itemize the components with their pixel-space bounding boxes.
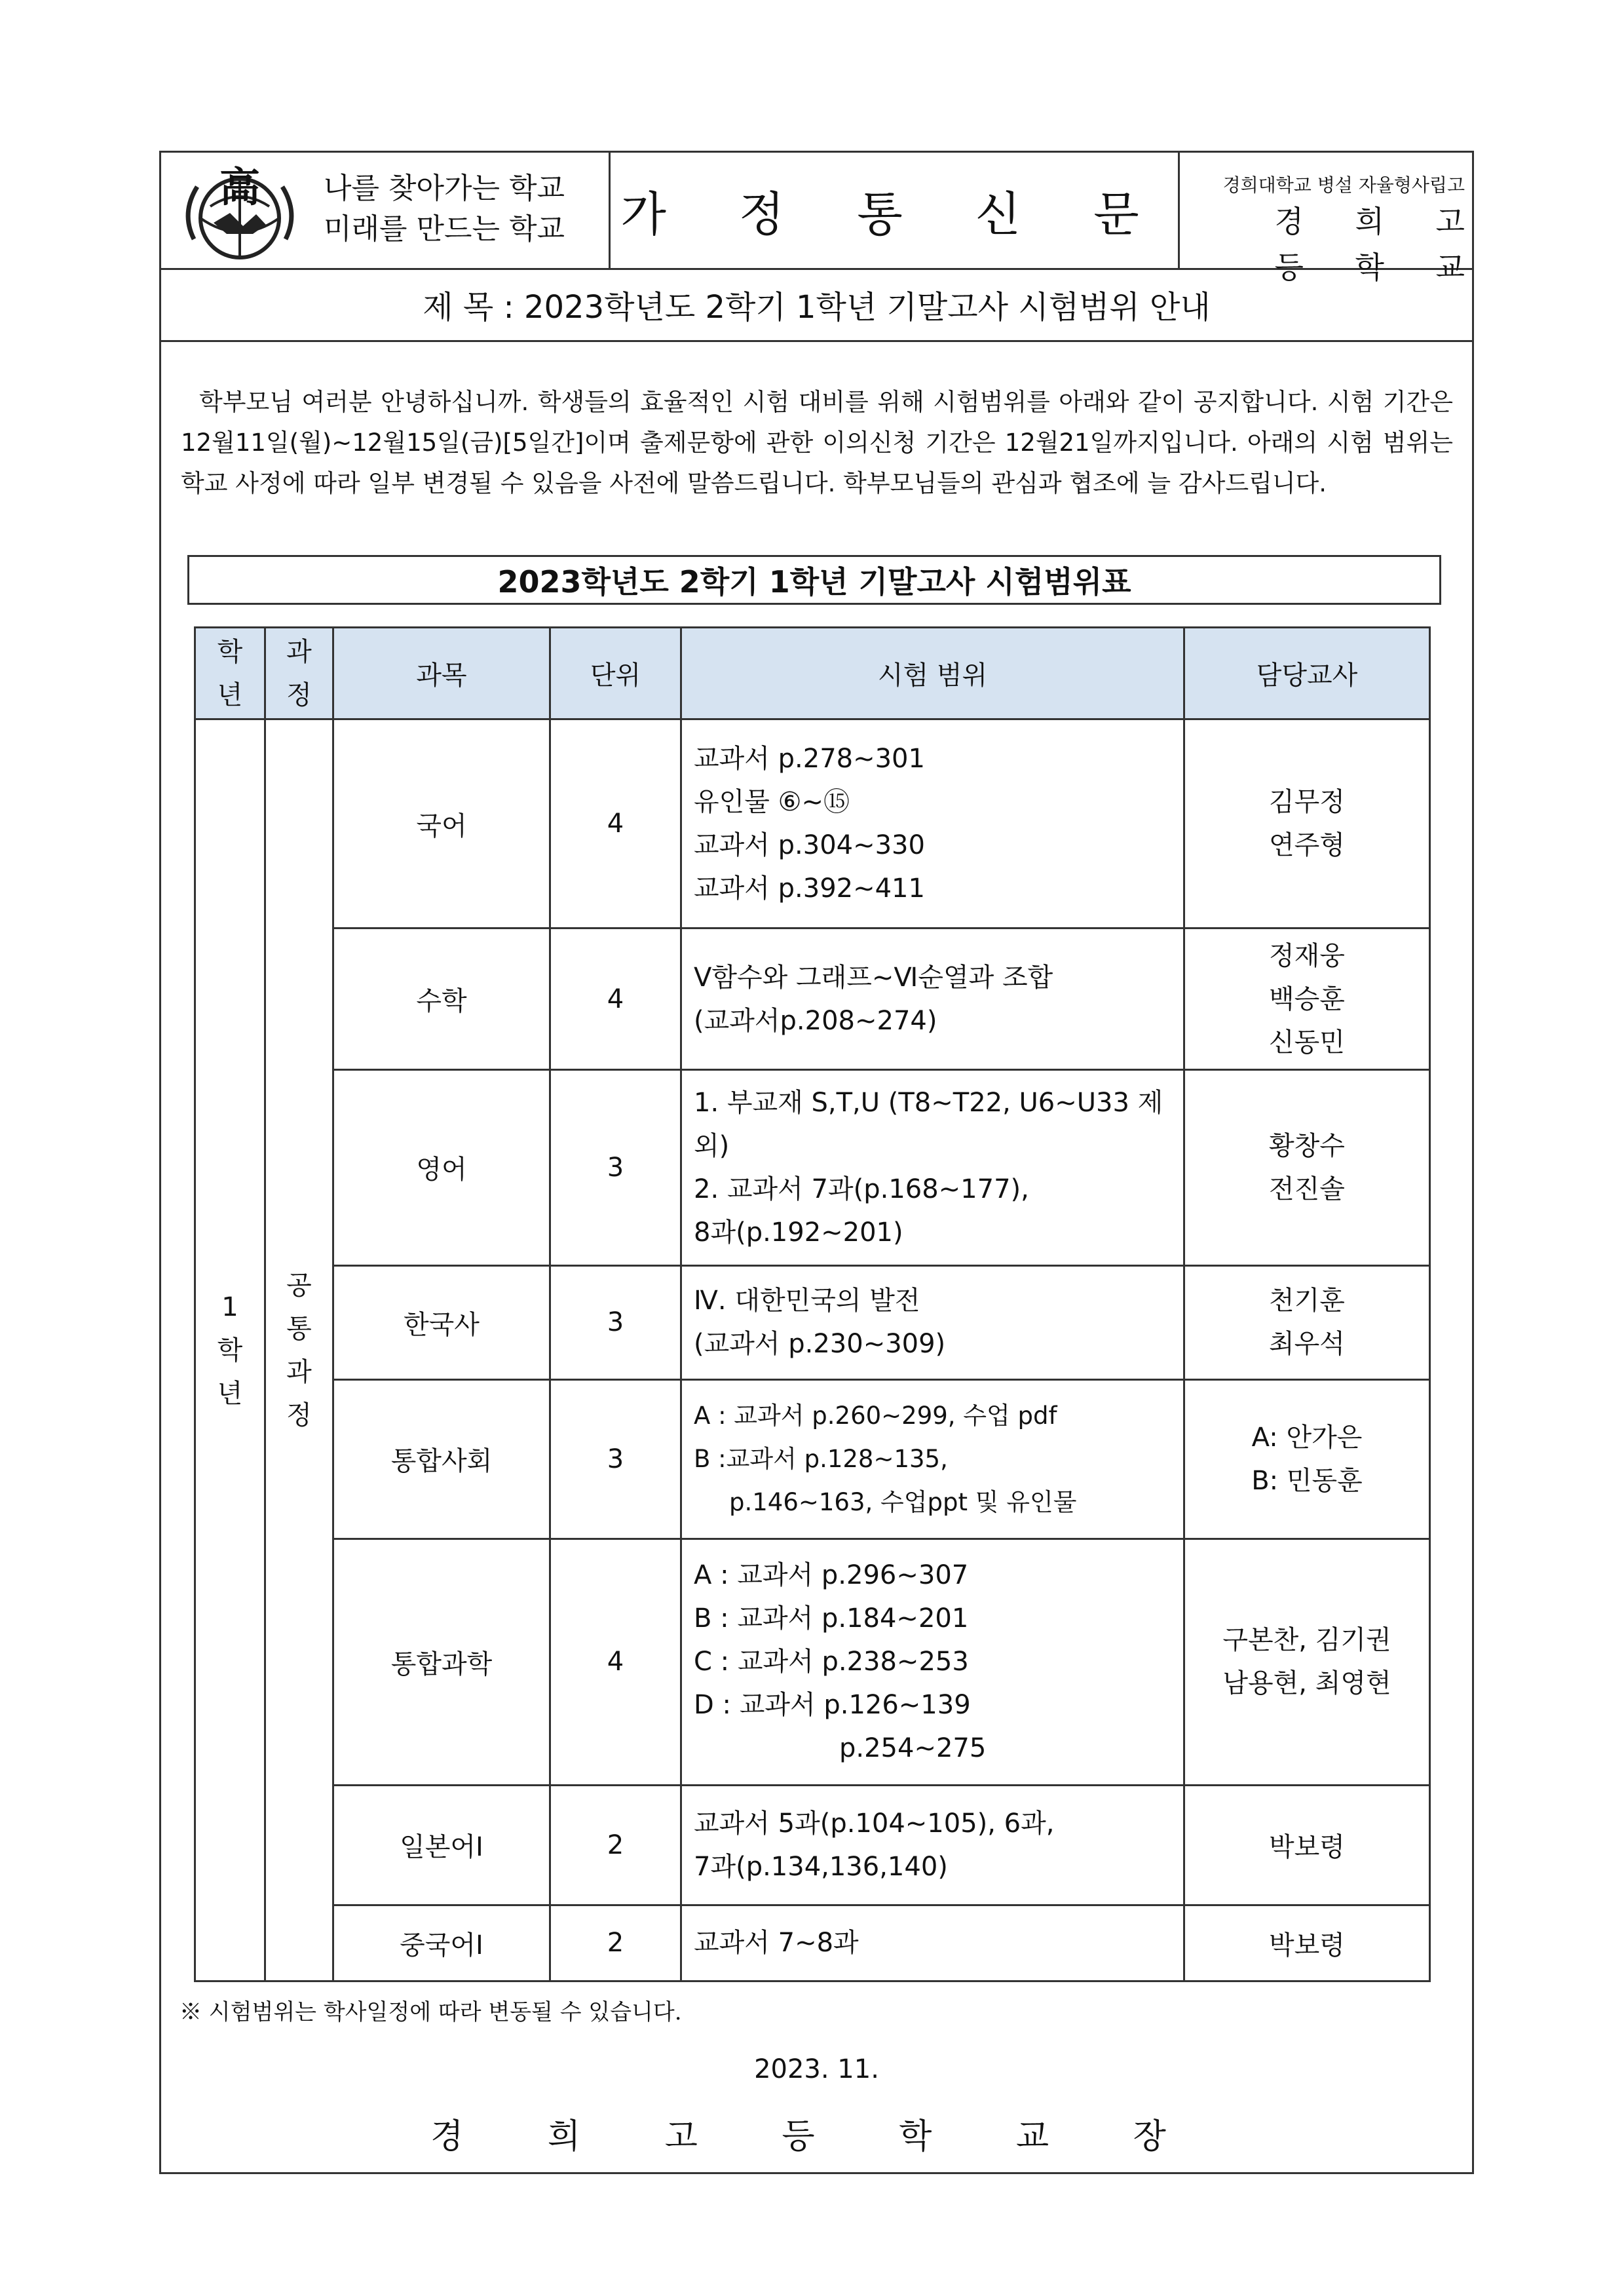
subject-cell: 한국사 xyxy=(333,1266,550,1380)
units-cell: 2 xyxy=(550,1905,681,1981)
subject-cell: 수학 xyxy=(333,928,550,1070)
scope-cell: Ⅳ. 대한민국의 발전 (교과서 p.230~309) xyxy=(681,1266,1184,1380)
course-cell: 공 통 과 정 xyxy=(265,719,333,1981)
signer: 경 희 고 등 학 교 장 xyxy=(430,2117,1203,2156)
scope-cell: 교과서 7~8과 xyxy=(681,1905,1184,1981)
table-row xyxy=(195,719,1430,928)
units-cell: 3 xyxy=(550,1266,681,1380)
school-emblem-icon xyxy=(174,161,305,263)
scope-cell: 1. 부교재 S,T,U (T8~T22, U6~U33 제외) 2. 교과서 7과(p.168~177), 8과(p.192~201) xyxy=(681,1069,1184,1265)
table-row xyxy=(195,1785,1430,1905)
scope-cell: 교과서 p.278~301 유인물 ⑥~⑮ 교과서 p.304~330 교과서 p.392~411 xyxy=(681,719,1184,928)
table-title: 2023학년도 2학기 1학년 기말고사 시험범위표 xyxy=(187,555,1441,605)
teacher-cell: 천기훈 최우석 xyxy=(1184,1266,1430,1380)
table-row xyxy=(195,1539,1430,1785)
table-header-row xyxy=(195,628,1430,719)
units-cell: 4 xyxy=(550,719,681,928)
subject-cell: 통합과학 xyxy=(333,1539,550,1785)
teacher-cell: 구본찬, 김기권 남용현, 최영현 xyxy=(1184,1539,1430,1785)
teacher-cell: 김무정 연주형 xyxy=(1184,719,1430,928)
exam-range-table xyxy=(194,626,1431,1982)
header-teacher: 담당교사 xyxy=(1184,628,1430,719)
subject-cell: 국어 xyxy=(333,719,550,928)
school-name: 경 희 고 등 학 교 xyxy=(1274,204,1486,285)
scope-cell: 교과서 5과(p.104~105), 6과, 7과(p.134,136,140) xyxy=(681,1785,1184,1905)
units-cell: 3 xyxy=(550,1379,681,1539)
teacher-cell: 정재웅 백승훈 신동민 xyxy=(1184,928,1430,1070)
table-row xyxy=(195,1266,1430,1380)
slogan-line-2: 미래를 만드는 학교 xyxy=(324,212,565,246)
subject-line: 제 목 : 2023학년도 2학기 1학년 기말고사 시험범위 안내 xyxy=(161,268,1472,342)
school-slogan xyxy=(324,168,565,250)
units-cell: 4 xyxy=(550,1539,681,1785)
notice-document xyxy=(159,151,1486,2174)
letter-header xyxy=(161,153,1486,285)
subject-cell: 영어 xyxy=(333,1069,550,1265)
units-cell: 3 xyxy=(550,1069,681,1265)
header-scope: 시험 범위 xyxy=(681,628,1184,719)
intro-paragraph: 학부모님 여러분 안녕하십니까. 학생들의 효율적인 시험 대비를 위해 시험범위를 아래와 같이 공지합니다. 시험 기간은 12월11일(월)~12월15일(금)[5일간]이며 출제문항에 관한 이의신청 기간은 12월21일까지입니다. 아래의 시험 범위는 학교 사정에 따라 일부 변경될 수 있음을 사전에 말씀드립니다. 학부모님들의 관심과 협조에 늘 감사드립니다. xyxy=(181,388,1453,497)
document-title: 가 정 통 신 문 xyxy=(609,153,1180,268)
teacher-cell: 황창수 전진솔 xyxy=(1184,1069,1430,1265)
units-cell: 2 xyxy=(550,1785,681,1905)
table-row xyxy=(195,928,1430,1070)
table-row xyxy=(195,1069,1430,1265)
teacher-cell: A: 안가은 B: 민동훈 xyxy=(1184,1379,1430,1539)
footnote: ※ 시험범위는 학사일정에 따라 변동될 수 있습니다. xyxy=(179,1999,682,2025)
teacher-cell: 박보령 xyxy=(1184,1785,1430,1905)
header-course: 과 정 xyxy=(265,628,333,719)
table-row xyxy=(195,1379,1430,1539)
subject-cell: 통합사회 xyxy=(333,1379,550,1539)
units-cell: 4 xyxy=(550,928,681,1070)
header-grade: 학 년 xyxy=(195,628,265,719)
teacher-cell: 박보령 xyxy=(1184,1905,1430,1981)
issue-date: 2023. 11. xyxy=(754,2054,879,2084)
grade-cell: 1 학 년 xyxy=(195,719,265,1981)
scope-cell: Ⅴ함수와 그래프~Ⅵ순열과 조합 (교과서p.208~274) xyxy=(681,928,1184,1070)
school-affiliation: 경희대학교 병설 자율형사립고 xyxy=(1222,174,1465,196)
header-subject: 과목 xyxy=(333,628,550,719)
scope-cell: A : 교과서 p.296~307 B : 교과서 p.184~201 C : 교과서 p.238~253 D : 교과서 p.126~139 p.254~275 xyxy=(681,1539,1184,1785)
svg-text:高: 高 xyxy=(219,163,261,211)
table-row xyxy=(195,1905,1430,1981)
subject-cell: 일본어Ⅰ xyxy=(333,1785,550,1905)
slogan-line-1: 나를 찾아가는 학교 xyxy=(324,172,565,205)
header-units: 단위 xyxy=(550,628,681,719)
subject-cell: 중국어Ⅰ xyxy=(333,1905,550,1981)
scope-cell: A : 교과서 p.260~299, 수업 pdf B :교과서 p.128~135, p.146~163, 수업ppt 및 유인물 xyxy=(681,1379,1184,1539)
